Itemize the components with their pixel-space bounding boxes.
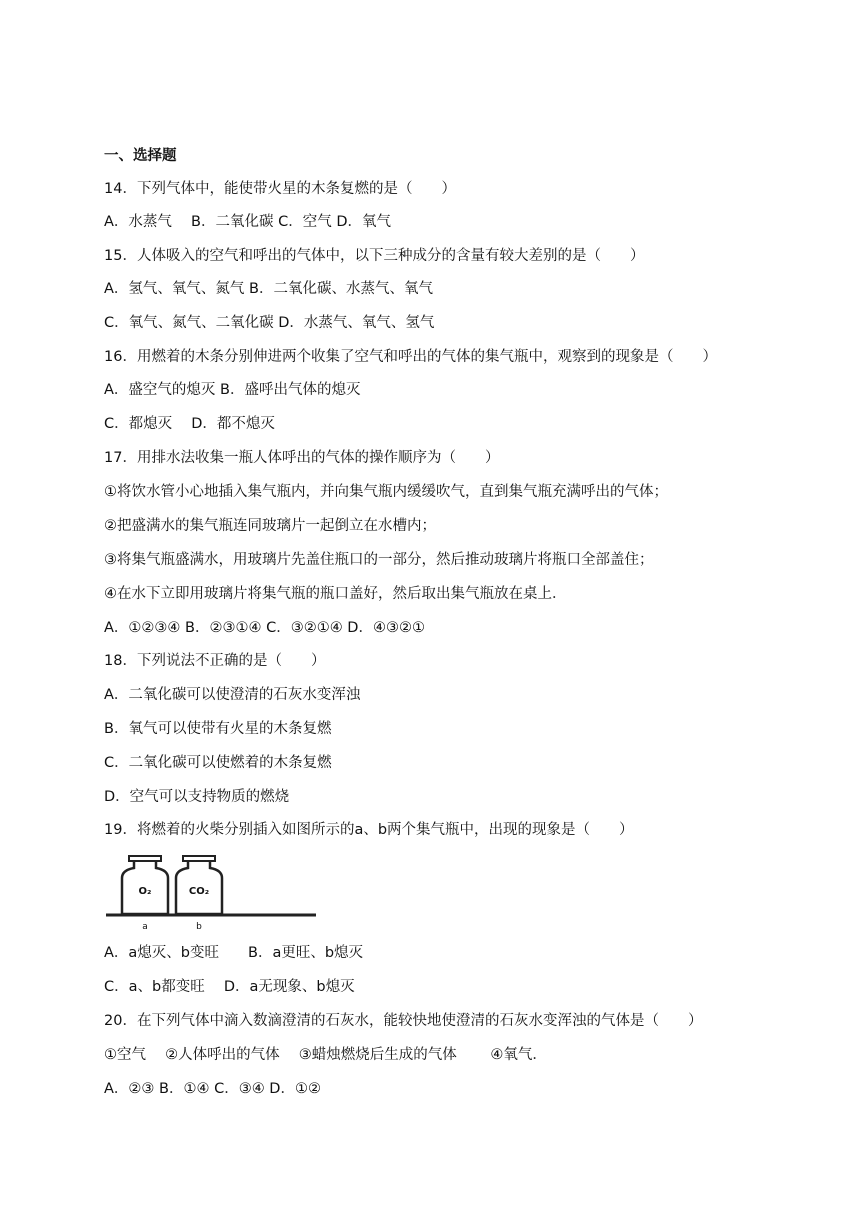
bottle-a-caption: a (142, 922, 148, 932)
question-17-step-4: ④在水下立即用玻璃片将集气瓶的瓶口盖好，然后取出集气瓶放在桌上． (104, 586, 567, 602)
question-19-options-1: A．a熄灭、b变旺 B．a更旺、b熄灭 (104, 945, 364, 961)
question-20-items: ①空气 ②人体呼出的气体 ③蜡烛燃烧后生成的气体 ④氧气． (104, 1047, 547, 1063)
question-18-option-d: D．空气可以支持物质的燃烧 (104, 789, 290, 805)
question-18-stem: 18．下列说法不正确的是（ ） (104, 653, 326, 669)
question-17-step-3: ③将集气瓶盛满水，用玻璃片先盖住瓶口的一部分，然后推动玻璃片将瓶口全部盖住； (104, 552, 654, 568)
question-17-options: A．①②③④ B．②③①④ C．③②①④ D．④③②① (104, 620, 425, 636)
gas-bottles-figure (104, 850, 324, 932)
question-16-options-1: A．盛空气的熄灭 B．盛呼出气体的熄灭 (104, 382, 361, 398)
question-16-options-2: C．都熄灭 D．都不熄灭 (104, 416, 275, 432)
question-20-stem: 20．在下列气体中滴入数滴澄清的石灰水，能较快地使澄清的石灰水变浑浊的气体是（ ） (104, 1013, 703, 1029)
question-19-options-2: C．a、b都变旺 D．a无现象、b熄灭 (104, 979, 355, 995)
bottle-a-label: O₂ (138, 886, 152, 897)
question-15-stem: 15．人体吸入的空气和呼出的气体中，以下三种成分的含量有较大差别的是（ ） (104, 248, 645, 264)
bottle-b-label: CO₂ (188, 886, 210, 897)
question-15-options-1: A．氢气、氧气、氮气 B．二氧化碳、水蒸气、氧气 (104, 281, 433, 297)
question-18-option-a: A．二氧化碳可以使澄清的石灰水变浑浊 (104, 687, 361, 703)
question-20-options: A．②③ B．①④ C．③④ D．①② (104, 1081, 321, 1097)
question-17-stem: 17．用排水法收集一瓶人体呼出的气体的操作顺序为（ ） (104, 450, 500, 466)
section-title: 一、选择题 (104, 148, 177, 164)
question-17-step-1: ①将饮水管小心地插入集气瓶内，并向集气瓶内缓缓吹气，直到集气瓶充满呼出的气体； (104, 484, 668, 500)
question-14-options: A．水蒸气 B．二氧化碳 C．空气 D．氧气 (104, 214, 391, 230)
bottle-b-icon (176, 856, 222, 914)
question-18-option-b: B．氧气可以使带有火星的木条复燃 (104, 721, 332, 737)
question-14-stem: 14．下列气体中，能使带火星的木条复燃的是（ ） (104, 181, 456, 197)
question-19-stem: 19．将燃着的火柴分别插入如图所示的a、b两个集气瓶中，出现的现象是（ ） (104, 822, 634, 838)
question-16-stem: 16．用燃着的木条分别伸进两个收集了空气和呼出的气体的集气瓶中，观察到的现象是（ ） (104, 349, 717, 365)
bottle-b-caption: b (196, 922, 202, 932)
question-18-option-c: C．二氧化碳可以使燃着的木条复燃 (104, 755, 332, 771)
question-15-options-2: C．氧气、氮气、二氧化碳 D．水蒸气、氧气、氢气 (104, 315, 435, 331)
question-17-step-2: ②把盛满水的集气瓶连同玻璃片一起倒立在水槽内； (104, 518, 436, 534)
bottle-a-icon (122, 856, 168, 914)
